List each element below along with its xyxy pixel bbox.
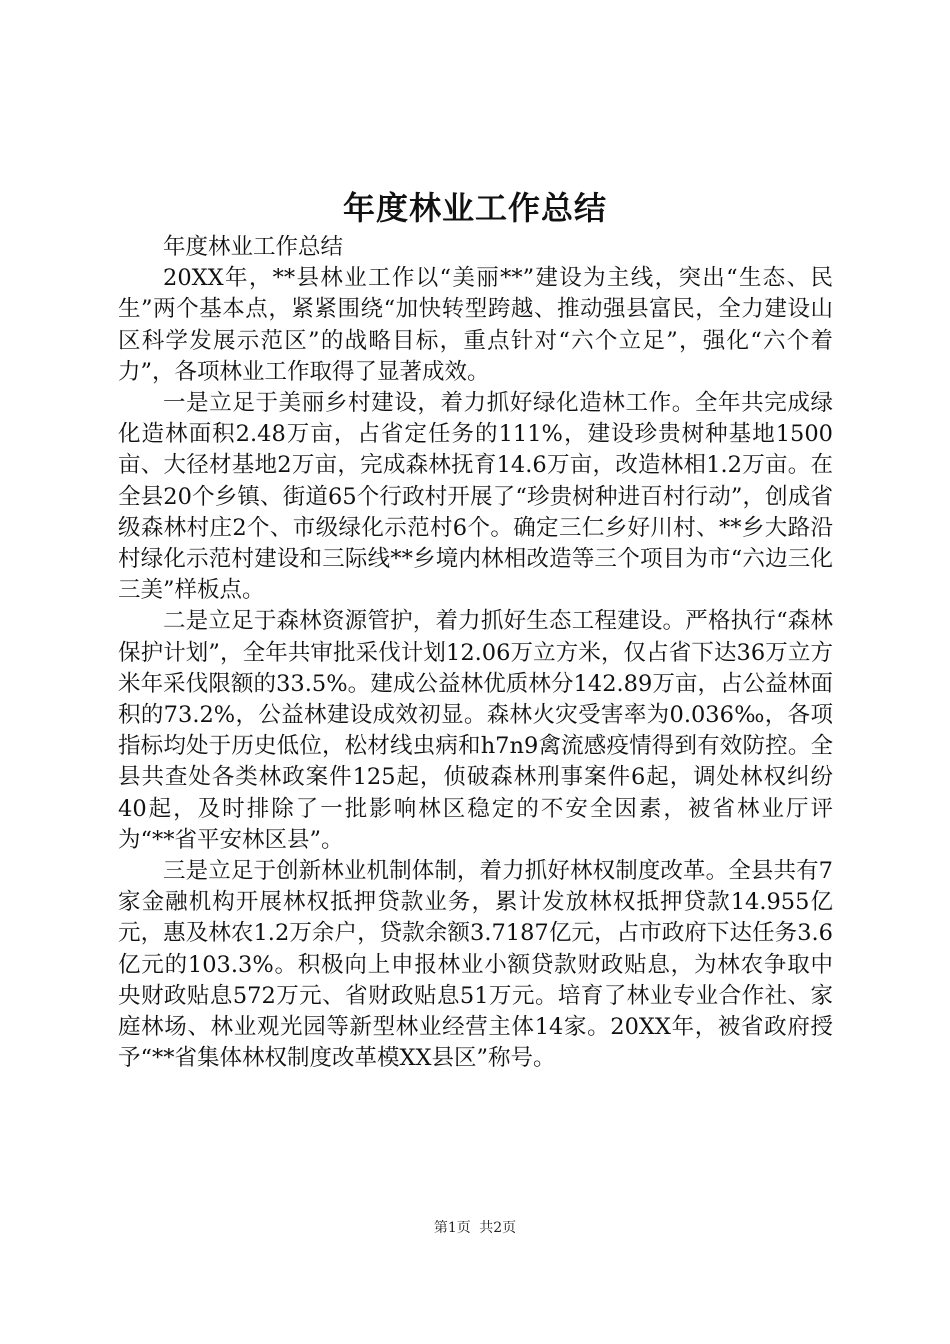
paragraph-intro: 20XX年，**县林业工作以“美丽**”建设为主线，突出“生态、民生”两个基本点，紧紧围绕“加快转型跨越、推动强县富民，全力建设山区科学发展示范区”的战略目标，重点针对“六个立足”，强化“六个着力”，各项林业工作取得了显著成效。 (118, 265, 833, 385)
document-title: 年度林业工作总结 (342, 189, 607, 227)
paragraph-tenure-reform: 三是立足于创新林业机制体制，着力抓好林权制度改革。全县共有7家金融机构开展林权抵押贷款业务，累计发放林权抵押贷款14.955亿元，惠及林农1.2万余户，贷款余额3.7187亿元，占市政府下达任务3.6亿元的103.3%。积极向上申报林业小额贷款财政贴息，为林农争取中央财政贴息572万元、省财政贴息51万元。培育了林业专业合作社、家庭林场、林业观光园等新型林业经营主体14家。20XX年，被省政府授予“**省集体林权制度改革模XX县区”称号。 (118, 858, 833, 1072)
paragraph-subtitle: 年度林业工作总结 (163, 234, 344, 260)
paragraph-afforestation: 一是立足于美丽乡村建设，着力抓好绿化造林工作。全年共完成绿化造林面积2.48万亩，占省定任务的111%，建设珍贵树种基地1500亩、大径材基地2万亩，完成森林抚育14.6万亩，改造林相1.2万亩。在全县20个乡镇、街道65个行政村开展了“珍贵树种进百村行动”，创成省级森林村庄2个、市级绿化示范村6个。确定三仁乡好川村、**乡大路沿村绿化示范村建设和三际线**乡境内林相改造等三个项目为市“六边三化三美”样板点。 (118, 390, 833, 604)
document-body (118, 232, 833, 1074)
paragraph-forest-protection: 二是立足于森林资源管护，着力抓好生态工程建设。严格执行“森林保护计划”，全年共审批采伐计划12.06万立方米，仅占省下达36万立方米年采伐限额的33.5%。建成公益林优质林分142.89万亩，占公益林面积的73.2%，公益林建设成效初显。森林火灾受害率为0.036‰，各项指标均处于历史低位，松材线虫病和h7n9禽流感疫情得到有效防控。全县共查处各类林政案件125起，侦破森林刑事案件6起，调处林权纠纷40起，及时排除了一批影响林区稳定的不安全因素，被省林业厅评为“**省平安林区县”。 (118, 608, 833, 853)
page-total: 共2页 (479, 1220, 517, 1236)
page-number: 第1页 (433, 1220, 471, 1236)
page-footer (0, 1219, 950, 1237)
